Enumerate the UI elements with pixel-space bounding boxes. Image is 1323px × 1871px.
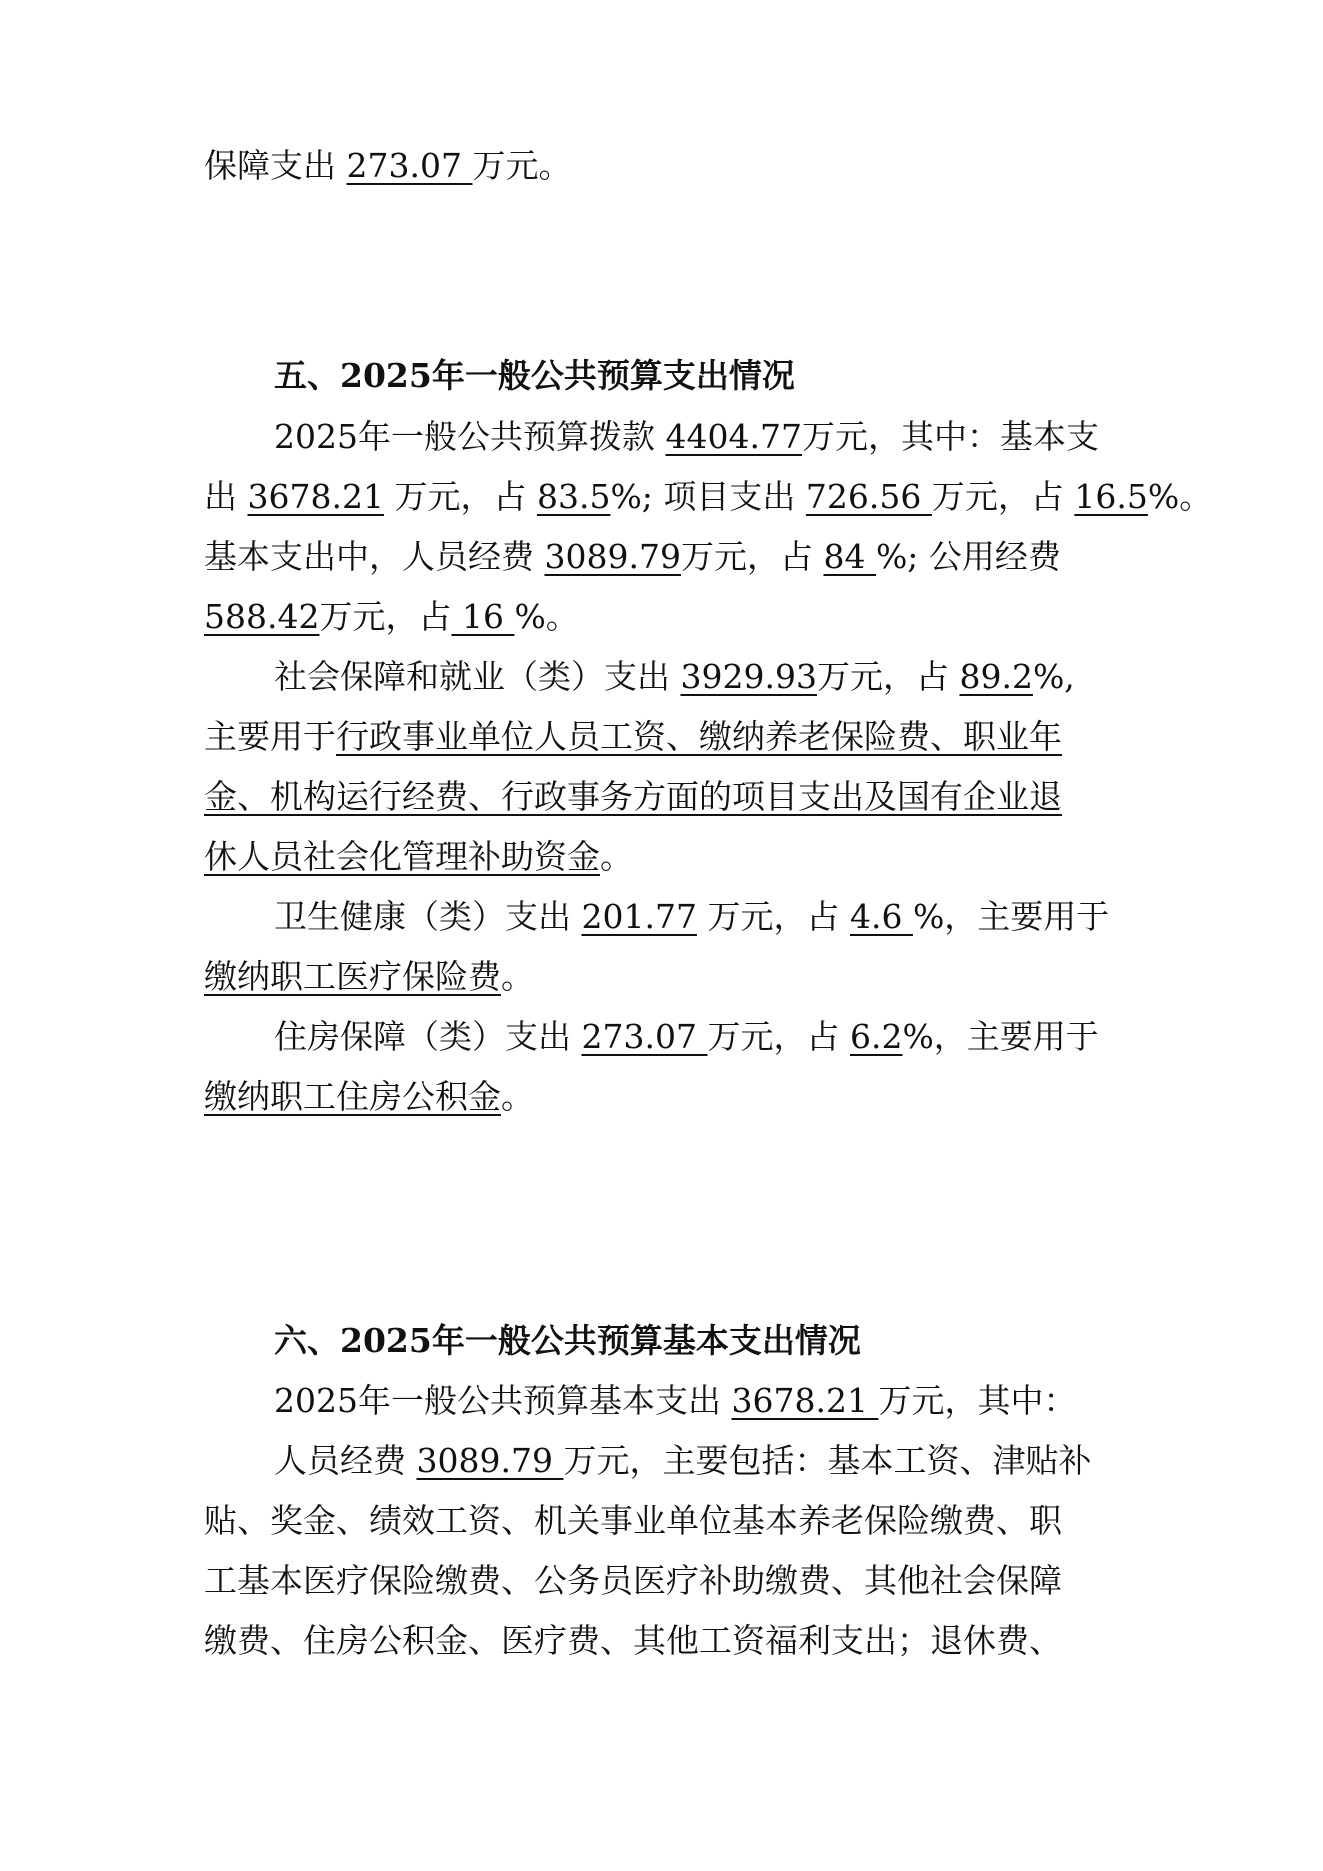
amount-value: 3089.79: [544, 537, 681, 576]
section-heading-5: 五、2025年一般公共预算支出情况: [274, 356, 795, 395]
amount-value: 3678.21: [247, 477, 384, 516]
amount-value: 273.07: [346, 146, 473, 185]
paragraph-line: [204, 587, 1134, 647]
underlined-text: 行政事业单位人员工资、缴纳养老保险费、职业年: [336, 717, 1062, 756]
text-segment: 万元，占: [394, 477, 527, 516]
text-segment: 。: [501, 1077, 534, 1116]
text-segment: %，主要用于: [912, 897, 1110, 936]
text-segment: 万元，占: [707, 1017, 840, 1056]
text-segment: 万元。: [472, 146, 572, 185]
percent-value: 6.2: [849, 1017, 903, 1056]
amount-value: 3929.93: [680, 657, 817, 696]
text-segment: 保障支出: [204, 146, 336, 185]
text-segment: 出: [204, 477, 237, 516]
percent-value: 16: [451, 597, 515, 636]
amount-value: 273.07: [581, 1017, 708, 1056]
underlined-text: 缴纳职工住房公积金: [204, 1077, 501, 1116]
text-segment: 2025年一般公共预算基本支出: [274, 1381, 721, 1420]
paragraph-line: [204, 1067, 1134, 1127]
paragraph-line: [274, 647, 1134, 707]
amount-value: 726.56: [805, 477, 932, 516]
text-segment: %。: [1147, 477, 1213, 516]
percent-value: 4.6: [849, 897, 913, 936]
paragraph-line: [274, 1431, 1134, 1491]
text-segment: 人员经费: [274, 1441, 406, 1480]
text-segment: %。: [514, 597, 579, 636]
percent-value: 89.2: [959, 657, 1033, 696]
amount-value: 3089.79: [416, 1441, 564, 1480]
paragraph-line: [204, 527, 1134, 587]
paragraph-line: [204, 467, 1213, 527]
text-segment: 主要用于: [204, 717, 336, 756]
text-segment: %,: [1032, 657, 1075, 696]
text-segment: %; 项目支出: [610, 477, 796, 516]
paragraph-line: [204, 707, 1134, 767]
amount-value: 3678.21: [731, 1381, 879, 1420]
percent-value: 16.5: [1074, 477, 1148, 516]
text-segment: 万元，占: [319, 597, 452, 636]
amount-value: 201.77: [581, 897, 697, 936]
underlined-text: 缴纳职工医疗保险费: [204, 957, 501, 996]
text-segment: 万元，占: [816, 657, 949, 696]
text-segment: 万元，主要包括：基本工资、津贴补: [563, 1441, 1092, 1480]
paragraph-line: 贴、奖金、绩效工资、机关事业单位基本养老保险缴费、职: [204, 1501, 1062, 1540]
text-segment: 万元，占: [931, 477, 1064, 516]
paragraph-line: [204, 767, 1134, 827]
paragraph-line: [274, 407, 1134, 467]
percent-value: 83.5: [536, 477, 611, 516]
text-line-continuation: [204, 136, 1134, 196]
text-segment: %; 公用经费: [875, 537, 1061, 576]
text-segment: 住房保障（类）支出: [274, 1017, 571, 1056]
text-segment: 2025年一般公共预算拨款: [274, 417, 655, 456]
paragraph-line: 工基本医疗保险缴费、公务员医疗补助缴费、其他社会保障: [204, 1561, 1062, 1600]
text-segment: 万元，其中：: [878, 1381, 1077, 1420]
paragraph-line: [274, 1371, 1134, 1431]
text-segment: 。: [600, 837, 633, 876]
paragraph-line: [204, 827, 1134, 887]
paragraph-line: 缴费、住房公积金、医疗费、其他工资福利支出；退休费、: [204, 1621, 1062, 1660]
paragraph-line: [274, 887, 1134, 947]
text-segment: %，主要用于: [902, 1017, 1099, 1056]
text-segment: 万元，占: [707, 897, 840, 936]
amount-value: 588.42: [204, 597, 320, 636]
text-segment: 基本支出中，人员经费: [204, 537, 534, 576]
text-segment: 卫生健康（类）支出: [274, 897, 571, 936]
paragraph-line: [204, 947, 1134, 1007]
section-heading-6: 六、2025年一般公共预算基本支出情况: [274, 1321, 861, 1360]
paragraph-line: [274, 1007, 1134, 1067]
text-segment: 。: [501, 957, 534, 996]
text-segment: 万元，占: [680, 537, 813, 576]
underlined-text: 金、机构运行经费、行政事务方面的项目支出及国有企业退: [204, 777, 1062, 816]
text-segment: 万元，其中：基本支: [801, 417, 1099, 456]
text-segment: 社会保障和就业（类）支出: [274, 657, 670, 696]
amount-value: 4404.77: [665, 417, 802, 456]
underlined-text: 休人员社会化管理补助资金: [204, 837, 600, 876]
percent-value: 84: [823, 537, 876, 576]
